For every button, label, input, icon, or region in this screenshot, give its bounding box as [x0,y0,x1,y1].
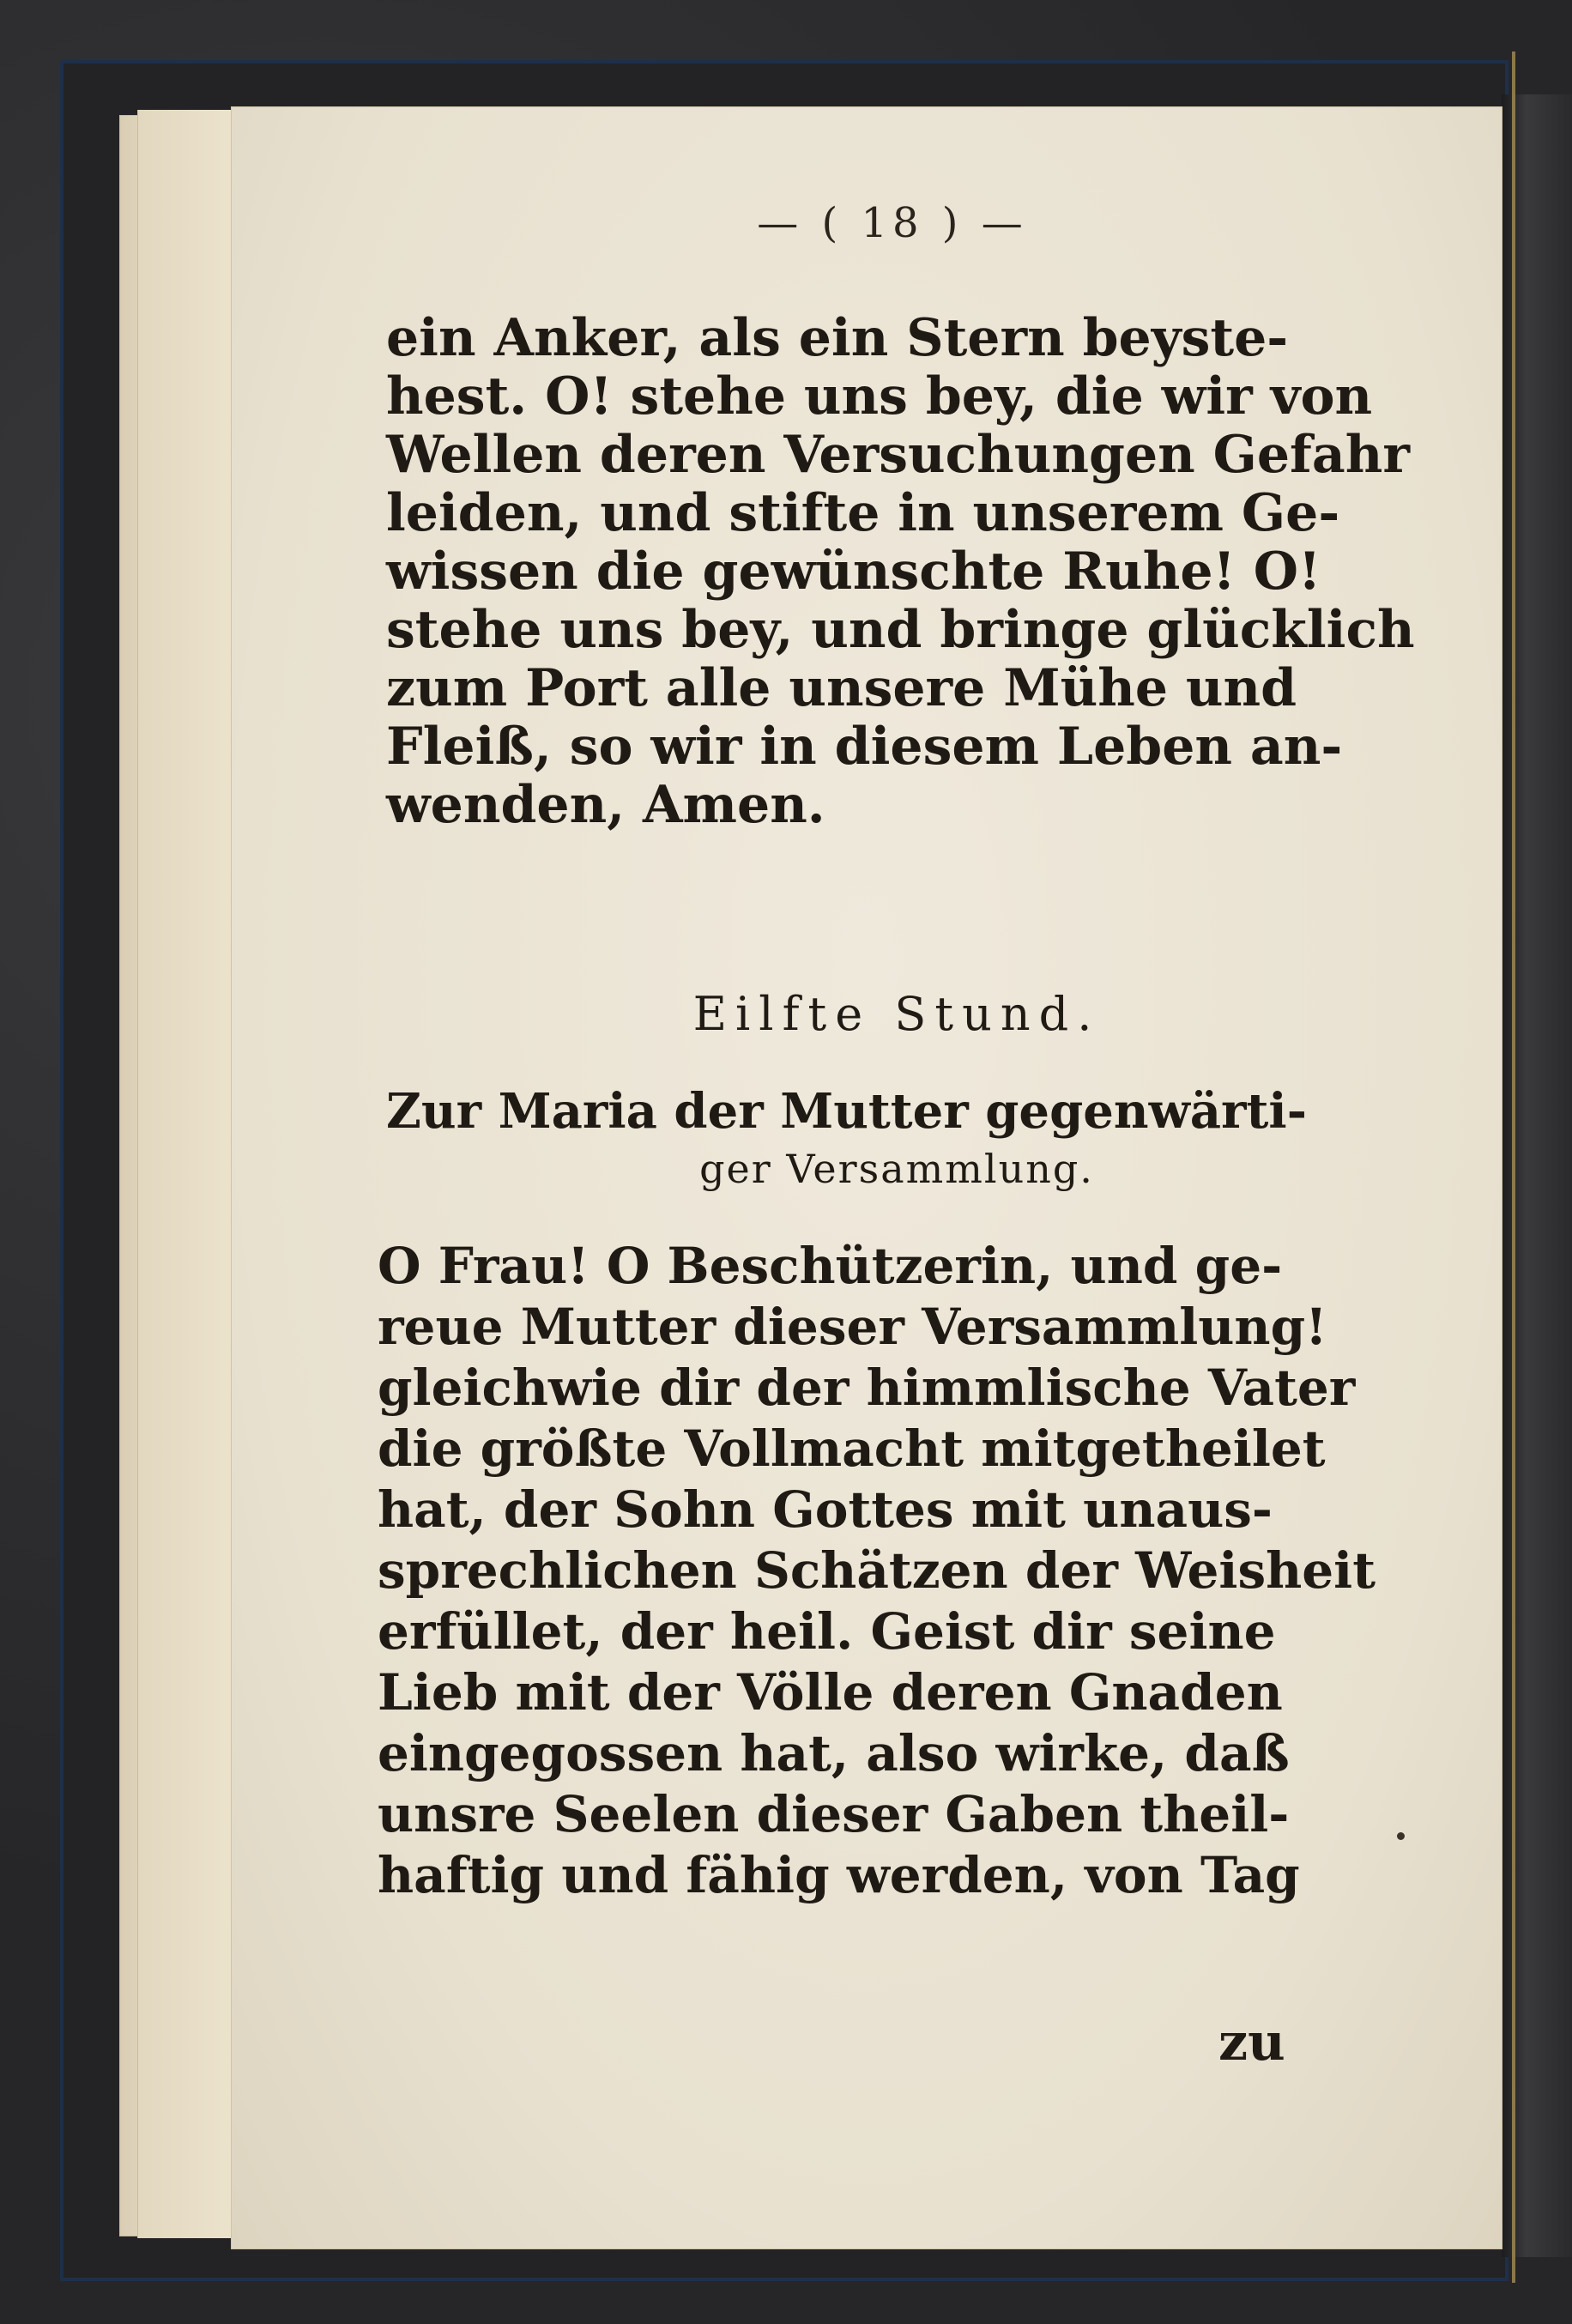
text-line: hest. O! stehe uns bey, die wir von [386,366,1373,427]
text-line: stehe uns bey, und bringe glücklich [386,600,1415,660]
text-line: erfüllet, der heil. Geist dir seine [378,1602,1276,1661]
text-line: zum Port alle unsere Mühe und [386,658,1297,718]
text-line: eingegossen hat, also wirke, daß [378,1724,1290,1782]
text-line: wenden, Amen. [386,775,825,835]
text-line: sprechlichen Schätzen der Weisheit [378,1541,1376,1600]
page-number: — ( 18 ) — [757,199,1028,247]
text-line: reue Mutter dieser Versammlung! [378,1298,1327,1356]
text-line: Fleiß, so wir in diesem Leben an- [386,717,1343,777]
section-heading: Eilfte Stund. [692,987,1101,1041]
text-line: ein Anker, als ein Stern beyste- [386,308,1289,368]
text-line: unsre Seelen dieser Gaben theil- [378,1785,1290,1843]
text-line: wissen die gewünschte Ruhe! O! [386,542,1321,602]
text-line: O Frau! O Beschützerin, und ge- [378,1237,1283,1295]
ink-spot [1397,1832,1405,1840]
text-line: Lieb mit der Völle deren Gnaden [378,1663,1283,1722]
catchword: zu [1218,2012,1285,2073]
page-stack-edge-inner [137,110,233,2238]
paragraph-prayer-end [386,308,1415,835]
text-line: gleichwie dir der himmlische Vater [378,1359,1356,1417]
text-line: leiden, und stifte in unserem Ge- [386,483,1340,543]
spine-gilt-line [1512,51,1515,2283]
text-line: hat, der Sohn Gottes mit unaus- [378,1480,1273,1539]
text-line: haftig und fähig werden, von Tag [378,1846,1300,1904]
text-line: Wellen deren Versuchungen Gefahr [386,425,1410,485]
text-line: die größte Vollmacht mitgetheilet [378,1419,1326,1478]
section-title-line1: Zur Maria der Mutter gegenwärti- [386,1083,1307,1140]
section-title-line2: ger Versammlung. [699,1146,1094,1192]
paragraph-prayer-maria [378,1236,1407,1906]
